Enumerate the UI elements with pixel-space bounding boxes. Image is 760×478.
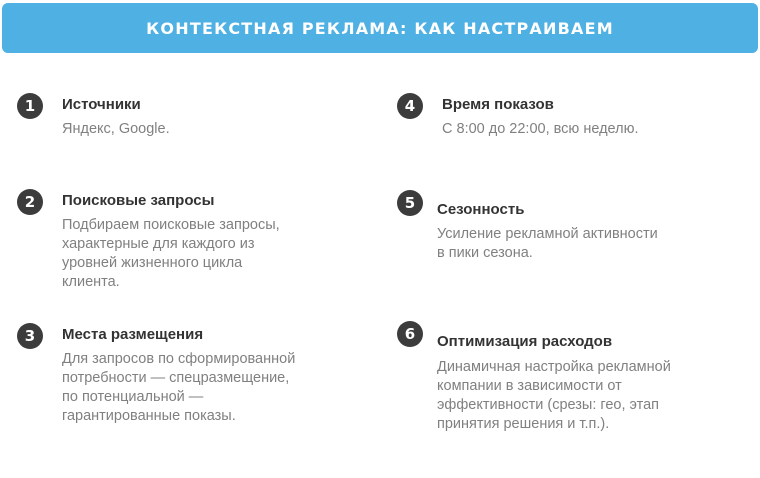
step-description: Для запросов по сформированной потребности — спецразмещение, по потенциальной — гарантированные показы. — [62, 351, 296, 424]
step-description: С 8:00 до 22:00, всю неделю. — [442, 121, 639, 137]
step-description: Подбираем поисковые запросы, характерные для каждого из уровней жизненного цикла клиента. — [62, 217, 280, 290]
step-1 — [17, 93, 357, 153]
step-6 — [397, 321, 742, 441]
step-title: Поисковые запросы — [62, 192, 215, 209]
step-number-badge: 3 — [17, 323, 43, 349]
step-title: Источники — [62, 96, 141, 113]
step-number-badge: 1 — [17, 93, 43, 119]
step-title: Время показов — [442, 96, 554, 113]
step-title: Оптимизация расходов — [437, 333, 613, 350]
step-number-badge: 5 — [397, 190, 423, 216]
step-title: Сезонность — [437, 201, 525, 218]
step-3 — [17, 323, 367, 433]
step-title: Места размещения — [62, 326, 204, 343]
step-4 — [397, 93, 737, 153]
step-description: Яндекс, Google. — [62, 121, 170, 137]
step-description: Динамичная настройка рекламной компании в зависимости от эффективности (срезы: гео, этап принятия решения и т.п.). — [437, 359, 671, 432]
step-number-badge: 2 — [17, 189, 43, 215]
step-5 — [397, 190, 737, 270]
step-2 — [17, 189, 357, 299]
header-banner — [2, 3, 758, 53]
step-description: Усиление рекламной активности в пики сезона. — [437, 226, 658, 261]
page-title: КОНТЕКСТНАЯ РЕКЛАМА: КАК НАСТРАИВАЕМ — [146, 18, 614, 38]
step-number-badge: 6 — [397, 321, 423, 347]
step-number-badge: 4 — [397, 93, 423, 119]
